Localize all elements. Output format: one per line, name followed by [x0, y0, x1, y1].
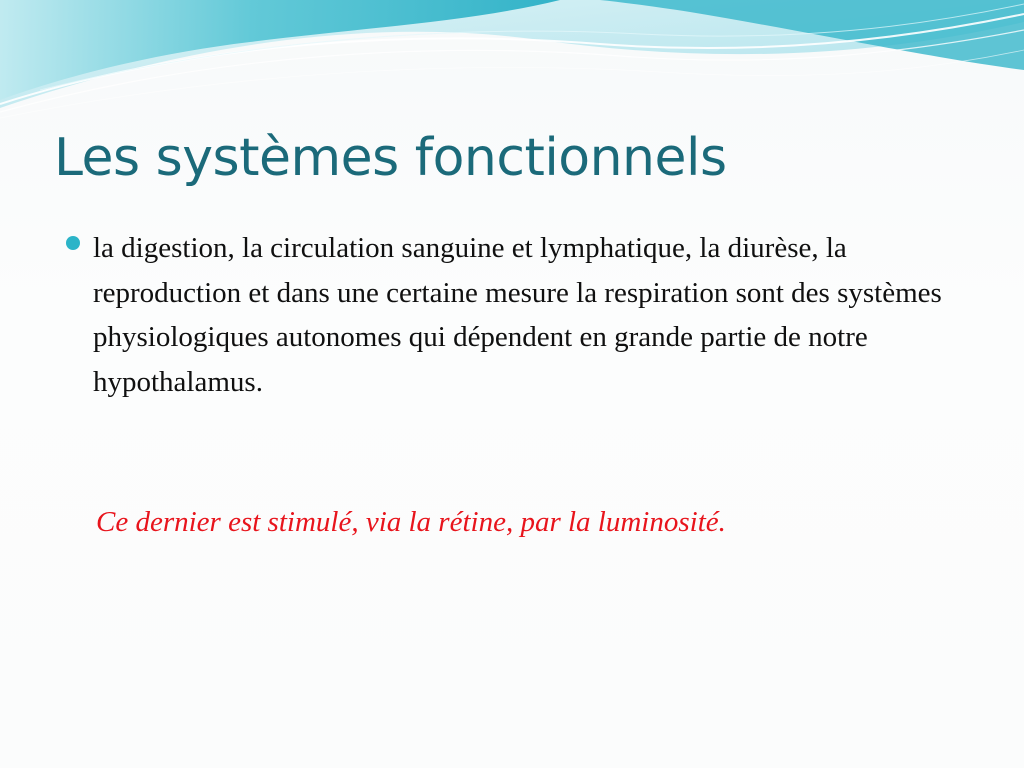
wave-header-decoration: [0, 0, 1024, 130]
bullet-list: [66, 226, 966, 404]
bullet-dot-icon: [66, 236, 80, 250]
bullet-item: [66, 226, 966, 404]
highlight-note: Ce dernier est stimulé, via la rétine, par la luminosité.: [96, 506, 726, 538]
bullet-text: la digestion, la circulation sanguine et lymphatique, la diurèse, la reproduction et dans une certaine mesure la respiration sont des systèmes physiologiques autonomes qui dépendent en grande partie de notre hypothalamus.: [93, 232, 942, 398]
slide-title: Les systèmes fonctionnels: [54, 128, 727, 188]
